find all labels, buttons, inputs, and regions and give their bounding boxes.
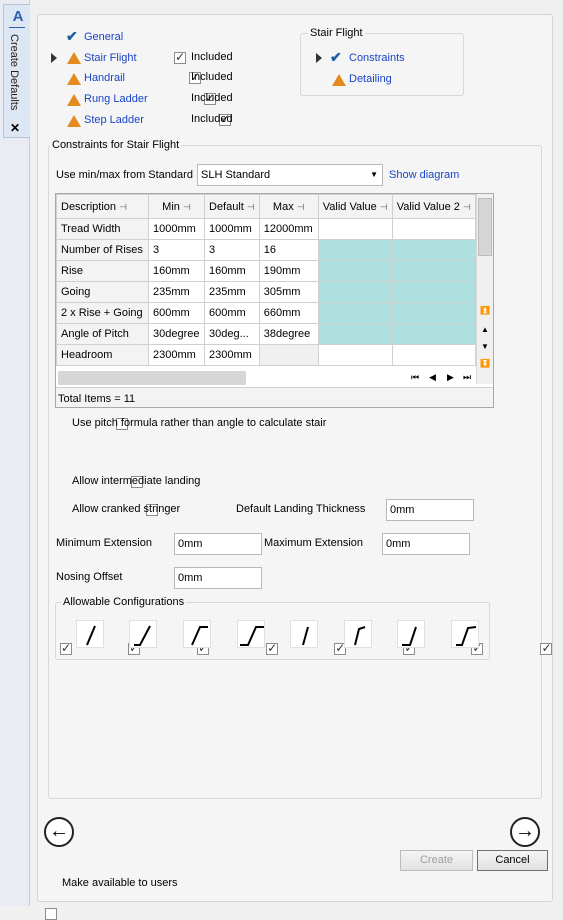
table-cell: Going [57,282,149,303]
configurations-title: Allowable Configurations [63,596,185,608]
config-both-kink-icon [237,620,265,648]
config-bottom-kink-icon [129,620,157,648]
constraints-table [56,194,476,366]
warning-icon [332,74,346,86]
table-cell[interactable] [318,219,392,240]
scroll-left-icon[interactable]: ◀ [429,372,436,382]
table-row[interactable] [57,240,476,261]
vertical-scrollbar[interactable] [476,194,493,384]
scroll-top-icon[interactable]: ⏫ [480,306,490,315]
table-cell: Tread Width [57,219,149,240]
included-label: Included [191,113,233,125]
column-header-description[interactable]: Description ⊣ [57,195,149,219]
landing-thickness-field[interactable]: 0mm [386,499,474,521]
table-row[interactable] [57,219,476,240]
table-cell[interactable] [392,261,475,282]
scroll-first-icon[interactable]: ⏮ [411,372,420,382]
pin-icon[interactable]: ⊣ [379,201,388,212]
next-arrow-button[interactable]: → [510,817,540,847]
table-cell: 2 x Rise + Going [57,303,149,324]
table-cell[interactable]: 160mm [205,261,260,282]
back-arrow-button[interactable]: ← [44,817,74,847]
constraints-grid [55,193,494,408]
table-cell[interactable]: 1000mm [149,219,205,240]
table-cell[interactable]: 16 [259,240,318,261]
intermediate-landing-label: Allow intermediate landing [72,475,201,487]
column-header-valid-value[interactable]: Valid Value ⊣ [318,195,392,219]
tree-item-rung-ladder[interactable]: Rung Ladder [84,93,148,105]
included-label: Included [191,51,233,63]
table-cell[interactable] [392,219,475,240]
table-cell[interactable]: 38degree [259,324,318,345]
landing-thickness-label: Default Landing Thickness [236,503,366,515]
table-cell[interactable]: 3 [205,240,260,261]
min-extension-field[interactable]: 0mm [174,533,262,555]
tree-item-step-ladder[interactable]: Step Ladder [84,114,144,126]
horizontal-scrollbar[interactable] [56,370,476,386]
table-cell: Headroom [57,345,149,366]
table-cell[interactable]: 190mm [259,261,318,282]
config-checkbox[interactable] [540,643,552,655]
stair-flight-box [300,33,464,96]
table-row[interactable] [57,324,476,345]
warning-icon [67,73,81,85]
check-icon: ✔ [330,49,342,65]
side-tab-strip [0,0,30,906]
pin-icon[interactable]: ⊣ [182,201,191,212]
scroll-right-icon[interactable]: ▶ [447,372,454,382]
table-cell[interactable] [318,261,392,282]
table-cell: Number of Rises [57,240,149,261]
nosing-offset-label: Nosing Offset [56,571,123,583]
constraints-title: Constraints for Stair Flight [52,139,180,151]
make-available-label: Make available to users [62,877,178,889]
tree-item-stair-flight[interactable]: Stair Flight [84,52,137,64]
table-cell[interactable] [392,240,475,261]
config-checkbox[interactable] [266,643,278,655]
table-cell[interactable] [392,324,475,345]
nosing-offset-field[interactable]: 0mm [174,567,262,589]
warning-icon [67,115,81,127]
expand-arrow-icon[interactable] [316,53,322,63]
column-header-default[interactable]: Default ⊣ [205,195,260,219]
standard-value: SLH Standard [201,169,271,181]
table-row[interactable] [57,345,476,366]
use-standard-label: Use min/max from Standard [56,169,193,181]
table-cell[interactable] [318,324,392,345]
create-button[interactable]: Create [400,850,473,871]
table-cell[interactable]: 2300mm [205,345,260,366]
scroll-down-icon[interactable]: ▼ [481,342,489,351]
table-cell[interactable] [392,345,475,366]
table-cell[interactable] [318,345,392,366]
column-header-max[interactable]: Max ⊣ [259,195,318,219]
table-cell[interactable]: 660mm [259,303,318,324]
chevron-down-icon: ▼ [370,170,378,179]
tab-underline [9,27,25,28]
table-cell[interactable] [318,303,392,324]
close-icon[interactable]: ✕ [10,121,21,135]
table-row[interactable] [57,282,476,303]
pin-icon[interactable]: ⊣ [462,201,471,212]
show-diagram-link[interactable]: Show diagram [389,169,460,181]
config-steep-top-kink-icon [344,620,372,648]
table-cell[interactable]: 600mm [205,303,260,324]
table-cell[interactable]: 30deg... [205,324,260,345]
included-checkbox[interactable] [174,52,186,64]
pin-icon[interactable]: ⊣ [246,201,255,212]
table-cell[interactable] [259,345,318,366]
table-cell[interactable] [392,282,475,303]
table-cell[interactable] [392,303,475,324]
config-top-kink-icon [183,620,211,648]
pin-icon[interactable]: ⊣ [296,201,305,212]
table-cell[interactable]: 305mm [259,282,318,303]
hscroll-thumb[interactable] [58,371,246,385]
table-cell[interactable]: 235mm [149,282,205,303]
config-steep-both-kink-icon [451,620,479,648]
table-cell[interactable]: 1000mm [205,219,260,240]
table-cell[interactable]: 30degree [149,324,205,345]
table-cell[interactable]: 600mm [149,303,205,324]
table-cell[interactable]: 12000mm [259,219,318,240]
config-checkbox[interactable] [60,643,72,655]
table-row[interactable] [57,261,476,282]
table-cell[interactable] [318,240,392,261]
scroll-last-icon[interactable]: ⏭ [463,372,472,382]
table-cell[interactable]: 3 [149,240,205,261]
header-row [57,195,476,219]
included-label: Included [191,92,233,104]
tree-item-handrail[interactable]: Handrail [84,72,125,84]
tree-item-general[interactable]: General [84,31,124,43]
warning-icon [67,52,81,64]
max-extension-label: Maximum Extension [264,537,364,549]
tree-item-constraints[interactable]: Constraints [349,52,405,64]
column-header-valid-value-2[interactable]: Valid Value 2 ⊣ [392,195,475,219]
column-header-min[interactable]: Min ⊣ [149,195,205,219]
tree-item-detailing[interactable]: Detailing [349,73,392,85]
make-available-checkbox[interactable] [45,908,57,920]
config-steep-icon [290,620,318,648]
scroll-bottom-icon[interactable]: ⏬ [480,359,490,368]
grid-footer [56,387,494,408]
max-extension-field[interactable]: 0mm [382,533,470,555]
scroll-up-icon[interactable]: ▲ [481,325,489,334]
standard-dropdown[interactable] [197,164,383,186]
table-row[interactable] [57,303,476,324]
total-items: Total Items = 11 [58,393,136,405]
table-cell: Angle of Pitch [57,324,149,345]
table-cell[interactable]: 160mm [149,261,205,282]
warning-icon [67,94,81,106]
config-steep-bottom-kink-icon [397,620,425,648]
table-cell[interactable]: 235mm [205,282,260,303]
pin-icon[interactable]: ⊣ [119,201,127,212]
cranked-stringer-label: Allow cranked stringer [72,503,181,515]
min-extension-label: Minimum Extension [56,537,152,549]
config-straight-icon [76,620,104,648]
pitch-formula-label: Use pitch formula rather than angle to calculate stair [72,417,327,429]
app-logo-icon: A [12,8,24,25]
create-defaults-label: Create Defaults [8,34,20,111]
table-cell[interactable] [318,282,392,303]
stair-flight-title: Stair Flight [310,27,363,39]
cancel-button[interactable]: Cancel [477,850,548,871]
table-cell: Rise [57,261,149,282]
scroll-thumb[interactable] [478,198,492,256]
table-cell[interactable]: 2300mm [149,345,205,366]
expand-arrow-icon[interactable] [51,53,57,63]
included-label: Included [191,71,233,83]
check-icon: ✔ [66,28,78,44]
